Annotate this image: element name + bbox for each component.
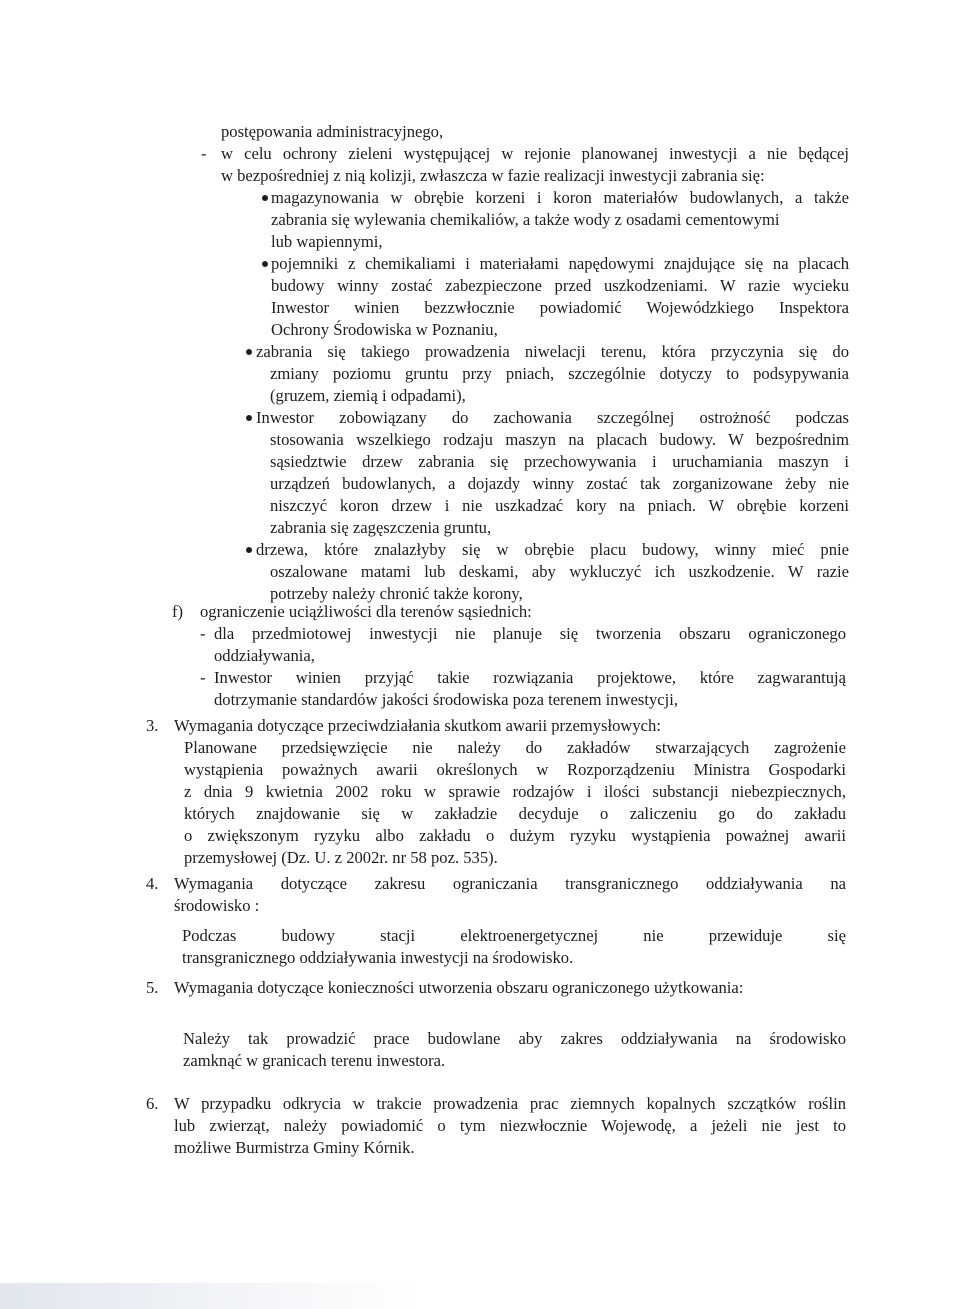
text-line: Należy tak prowadzić prace budowlane aby zakres oddziaływania na środowisko (183, 1029, 846, 1048)
text-line: Inwestor winien bezzwłocznie powiadomić Wojewódzkiego Inspektora (271, 298, 849, 317)
text-line: dla przedmiotowej inwestycji nie planuje się tworzenia obszaru ograniczonego (214, 624, 846, 643)
bullet-icon (246, 349, 252, 355)
text-line: budowy winny zostać zabezpieczone przed uszkodzeniami. W razie wycieku (271, 276, 849, 295)
text-line: Wymagania dotyczące zakresu ograniczania transgranicznego oddziaływania na (174, 874, 846, 893)
text-line: Planowane przedsięwzięcie nie należy do zakładów stwarzających zagrożenie (184, 738, 846, 757)
bullet-icon (246, 415, 252, 421)
text-line: przemysłowej (Dz. U. z 2002r. nr 58 poz. 535). (184, 848, 498, 867)
text-line: wystąpienia poważnych awarii określonych w Rozporządzeniu Ministra Gospodarki (184, 760, 846, 779)
section-marker: f) (172, 602, 184, 621)
bullet-icon (262, 261, 268, 267)
text-line: stosowania wszelkiego rodzaju maszyn na placach budowy. W bezpośrednim (270, 430, 849, 449)
text-line: w celu ochrony zieleni występującej w rejonie planowanej inwestycji a nie będącej (221, 144, 849, 163)
text-line: potrzeby należy chronić także korony, (270, 584, 523, 603)
text-line: lub wapiennymi, (271, 232, 383, 251)
text-line: zabrania się zagęszczenia gruntu, (270, 518, 492, 537)
section-heading (174, 873, 846, 917)
section-paragraph (174, 1093, 846, 1159)
text-line: (gruzem, ziemią i odpadami), (270, 386, 466, 405)
text-line: oszalowane matami lub deskami, aby wykluczyć ich uszkodzenie. W razie (270, 562, 849, 581)
text-line: W przypadku odkrycia w trakcie prowadzenia prac ziemnych kopalnych szczątków roślin (174, 1094, 846, 1113)
text-line: drzewa, które znalazłyby się w obrębie placu budowy, winny mieć pnie (256, 540, 849, 559)
text-line: Inwestor winien przyjąć takie rozwiązania projektowe, które zagwarantują (214, 668, 846, 687)
text-line: dotrzymanie standardów jakości środowiska poza terenem inwestycji, (214, 690, 679, 709)
text-line: których znajdowanie się w zakładzie decyduje o zaliczeniu go do zakładu (184, 804, 846, 823)
list-item (214, 623, 846, 667)
section-heading (200, 601, 840, 623)
text-line: z dnia 9 kwietnia 2002 roku w sprawie rodzajów i ilości substancji niebezpiecznych, (184, 782, 846, 801)
text-line: pojemniki z chemikaliami i materiałami napędowymi znajdujące się na placach (271, 254, 849, 273)
text-line: urządzeń budowlanych, a dojazdy winny zostać tak zorganizowane żeby nie (270, 474, 849, 493)
text-line: środowisko : (174, 896, 260, 915)
list-marker: - (200, 624, 206, 643)
text-line: oddziaływania, (214, 646, 315, 665)
list-marker: - (200, 668, 206, 687)
list-item (271, 253, 849, 341)
bullet-icon (246, 547, 252, 553)
paragraph (182, 925, 846, 969)
text-line: w bezpośredniej z nią kolizji, zwłaszcza w fazie realizacji inwestycji zabrania się: (221, 166, 765, 185)
text-line: zmiany poziomu gruntu przy pniach, szczególnie dotyczy to podsypywania (270, 364, 849, 383)
text-line: możliwe Burmistrza Gminy Kórnik. (174, 1138, 415, 1157)
text-line: sąsiedztwie drzew zabrania się przechowywania i uruchamiania maszyn i (270, 452, 849, 471)
list-marker: - (201, 144, 207, 163)
list-item (221, 143, 849, 187)
text-line: Podczas budowy stacji elektroenergetycznej nie przewiduje się (182, 926, 846, 945)
text-line: niszczyć koron drzew i nie uszkadzać kory na pniach. W obrębie korzeni (270, 496, 849, 515)
scan-edge-shading (0, 1283, 420, 1309)
bullet-icon (262, 195, 268, 201)
text-line: zabrania się takiego prowadzenia niwelacji terenu, która przyczynia się do (256, 342, 849, 361)
text-line: Inwestor zobowiązany do zachowania szczególnej ostrożność podczas (256, 408, 849, 427)
paragraph (184, 737, 846, 869)
paragraph (221, 121, 841, 143)
text-line: lub zwierząt, należy powiadomić o tym niezwłocznie Wojewodę, a jeżeli nie jest to (174, 1116, 846, 1135)
paragraph (183, 1028, 846, 1072)
section-number: 5. (146, 978, 159, 997)
text-line: zamknąć w granicach terenu inwestora. (183, 1051, 446, 1070)
text-line: postępowania administracyjnego, (221, 122, 444, 141)
text-line: magazynowania w obrębie korzeni i koron materiałów budowlanych, a także (271, 188, 849, 207)
list-item (271, 187, 849, 253)
text-line: Ochrony Środowiska w Poznaniu, (271, 320, 498, 339)
section-number: 3. (146, 716, 159, 735)
text-line: Wymagania dotyczące przeciwdziałania skutkom awarii przemysłowych: (174, 716, 661, 735)
section-number: 4. (146, 874, 159, 893)
section-heading (174, 977, 854, 999)
text-line: transgranicznego oddziaływania inwestycji na środowisko. (182, 948, 574, 967)
section-number: 6. (146, 1094, 159, 1113)
text-line: Wymagania dotyczące konieczności utworzenia obszaru ograniczonego użytkowania: (174, 978, 744, 997)
section-heading (174, 715, 824, 737)
list-item (214, 667, 846, 711)
list-item (256, 341, 849, 407)
text-line: o zwiększonym ryzyku albo zakładu o dużym ryzyku wystąpienia poważnej awarii (184, 826, 846, 845)
text-line: zabrania się wylewania chemikaliów, a także wody z osadami cementowymi (271, 210, 780, 229)
list-item (256, 539, 849, 605)
text-line: ograniczenie uciążliwości dla terenów sąsiednich: (200, 602, 532, 621)
list-item (256, 407, 849, 539)
